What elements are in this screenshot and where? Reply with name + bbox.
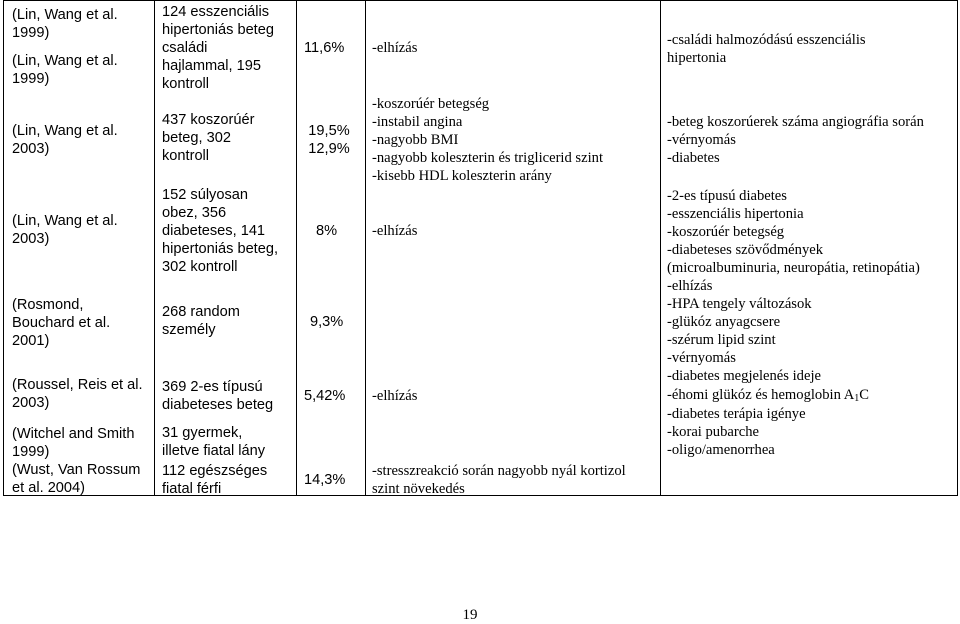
reference-cell: (Wust, Van Rossum et al. 2004): [12, 462, 141, 496]
column-divider: [296, 1, 297, 495]
association-cell: -koszorúér betegség -instabil angina -nagyobb BMI -nagyobb koleszterin és triglicerid szint -kisebb HDL koleszterin arány: [372, 96, 603, 184]
sample-cell: 124 esszenciális hipertoniás beteg családi hajlammal, 195 kontroll: [162, 4, 274, 92]
reference-cell: (Witchel and Smith 1999): [12, 426, 135, 460]
finding-cell: -2-es típusú diabetes -esszenciális hipertonia -koszorúér betegség -diabeteses szövődmények (microalbuminuria, neuropátia, retinopátia) -elhízás -HPA tengely változások -glükóz anyagcsere -szérum lipid szint -vérnyomás -diabetes megjelenés ideje: [667, 188, 920, 384]
reference-cell: (Lin, Wang et al. 1999): [12, 7, 118, 41]
finding-cell: -beteg koszorúerek száma angiográfia során -vérnyomás -diabetes: [667, 114, 924, 166]
data-table: [3, 0, 958, 496]
reference-cell: (Roussel, Reis et al. 2003): [12, 377, 143, 411]
association-cell: -elhízás: [372, 388, 418, 404]
page-number: 19: [462, 607, 478, 623]
finding-text: C: [859, 387, 869, 403]
sample-cell: 112 egészséges fiatal férfi: [162, 463, 268, 497]
reference-cell: (Lin, Wang et al. 2003): [12, 213, 118, 247]
finding-text: -éhomi glükóz és hemoglobin A: [667, 387, 855, 403]
sample-cell: 369 2-es típusú diabeteses beteg: [162, 379, 274, 413]
association-cell: -elhízás: [372, 223, 418, 239]
sample-cell: 31 gyermek, illetve fiatal lány: [162, 425, 266, 459]
finding-cell: -diabetes terápia igénye -korai pubarche -oligo/amenorrhea: [667, 406, 806, 458]
frequency-cell: 5,42%: [304, 388, 346, 404]
sample-cell: 437 koszorúér beteg, 302 kontroll: [162, 112, 255, 164]
column-divider: [154, 1, 155, 495]
finding-subscript: 1: [854, 393, 860, 404]
sample-cell: 268 random személy: [162, 304, 240, 338]
frequency-cell: 9,3%: [310, 314, 344, 330]
frequency-cell: 8%: [316, 223, 338, 239]
association-cell: -stresszreakció során nagyobb nyál kortizol szint növekedés: [372, 463, 626, 497]
association-cell: -elhízás: [372, 40, 418, 56]
frequency-cell: 19,5% 12,9%: [308, 123, 350, 157]
sample-cell: 152 súlyosan obez, 356 diabeteses, 141 hipertoniás beteg, 302 kontroll: [162, 187, 279, 275]
reference-cell: (Lin, Wang et al. 2003): [12, 123, 118, 157]
reference-cell: (Rosmond, Bouchard et al. 2001): [12, 297, 111, 349]
frequency-cell: 11,6%: [304, 40, 345, 56]
column-divider: [660, 1, 661, 495]
finding-cell: -családi halmozódású esszenciális hipertonia: [667, 32, 866, 66]
frequency-cell: 14,3%: [304, 472, 346, 488]
reference-cell: (Lin, Wang et al. 1999): [12, 53, 118, 87]
column-divider: [365, 1, 366, 495]
